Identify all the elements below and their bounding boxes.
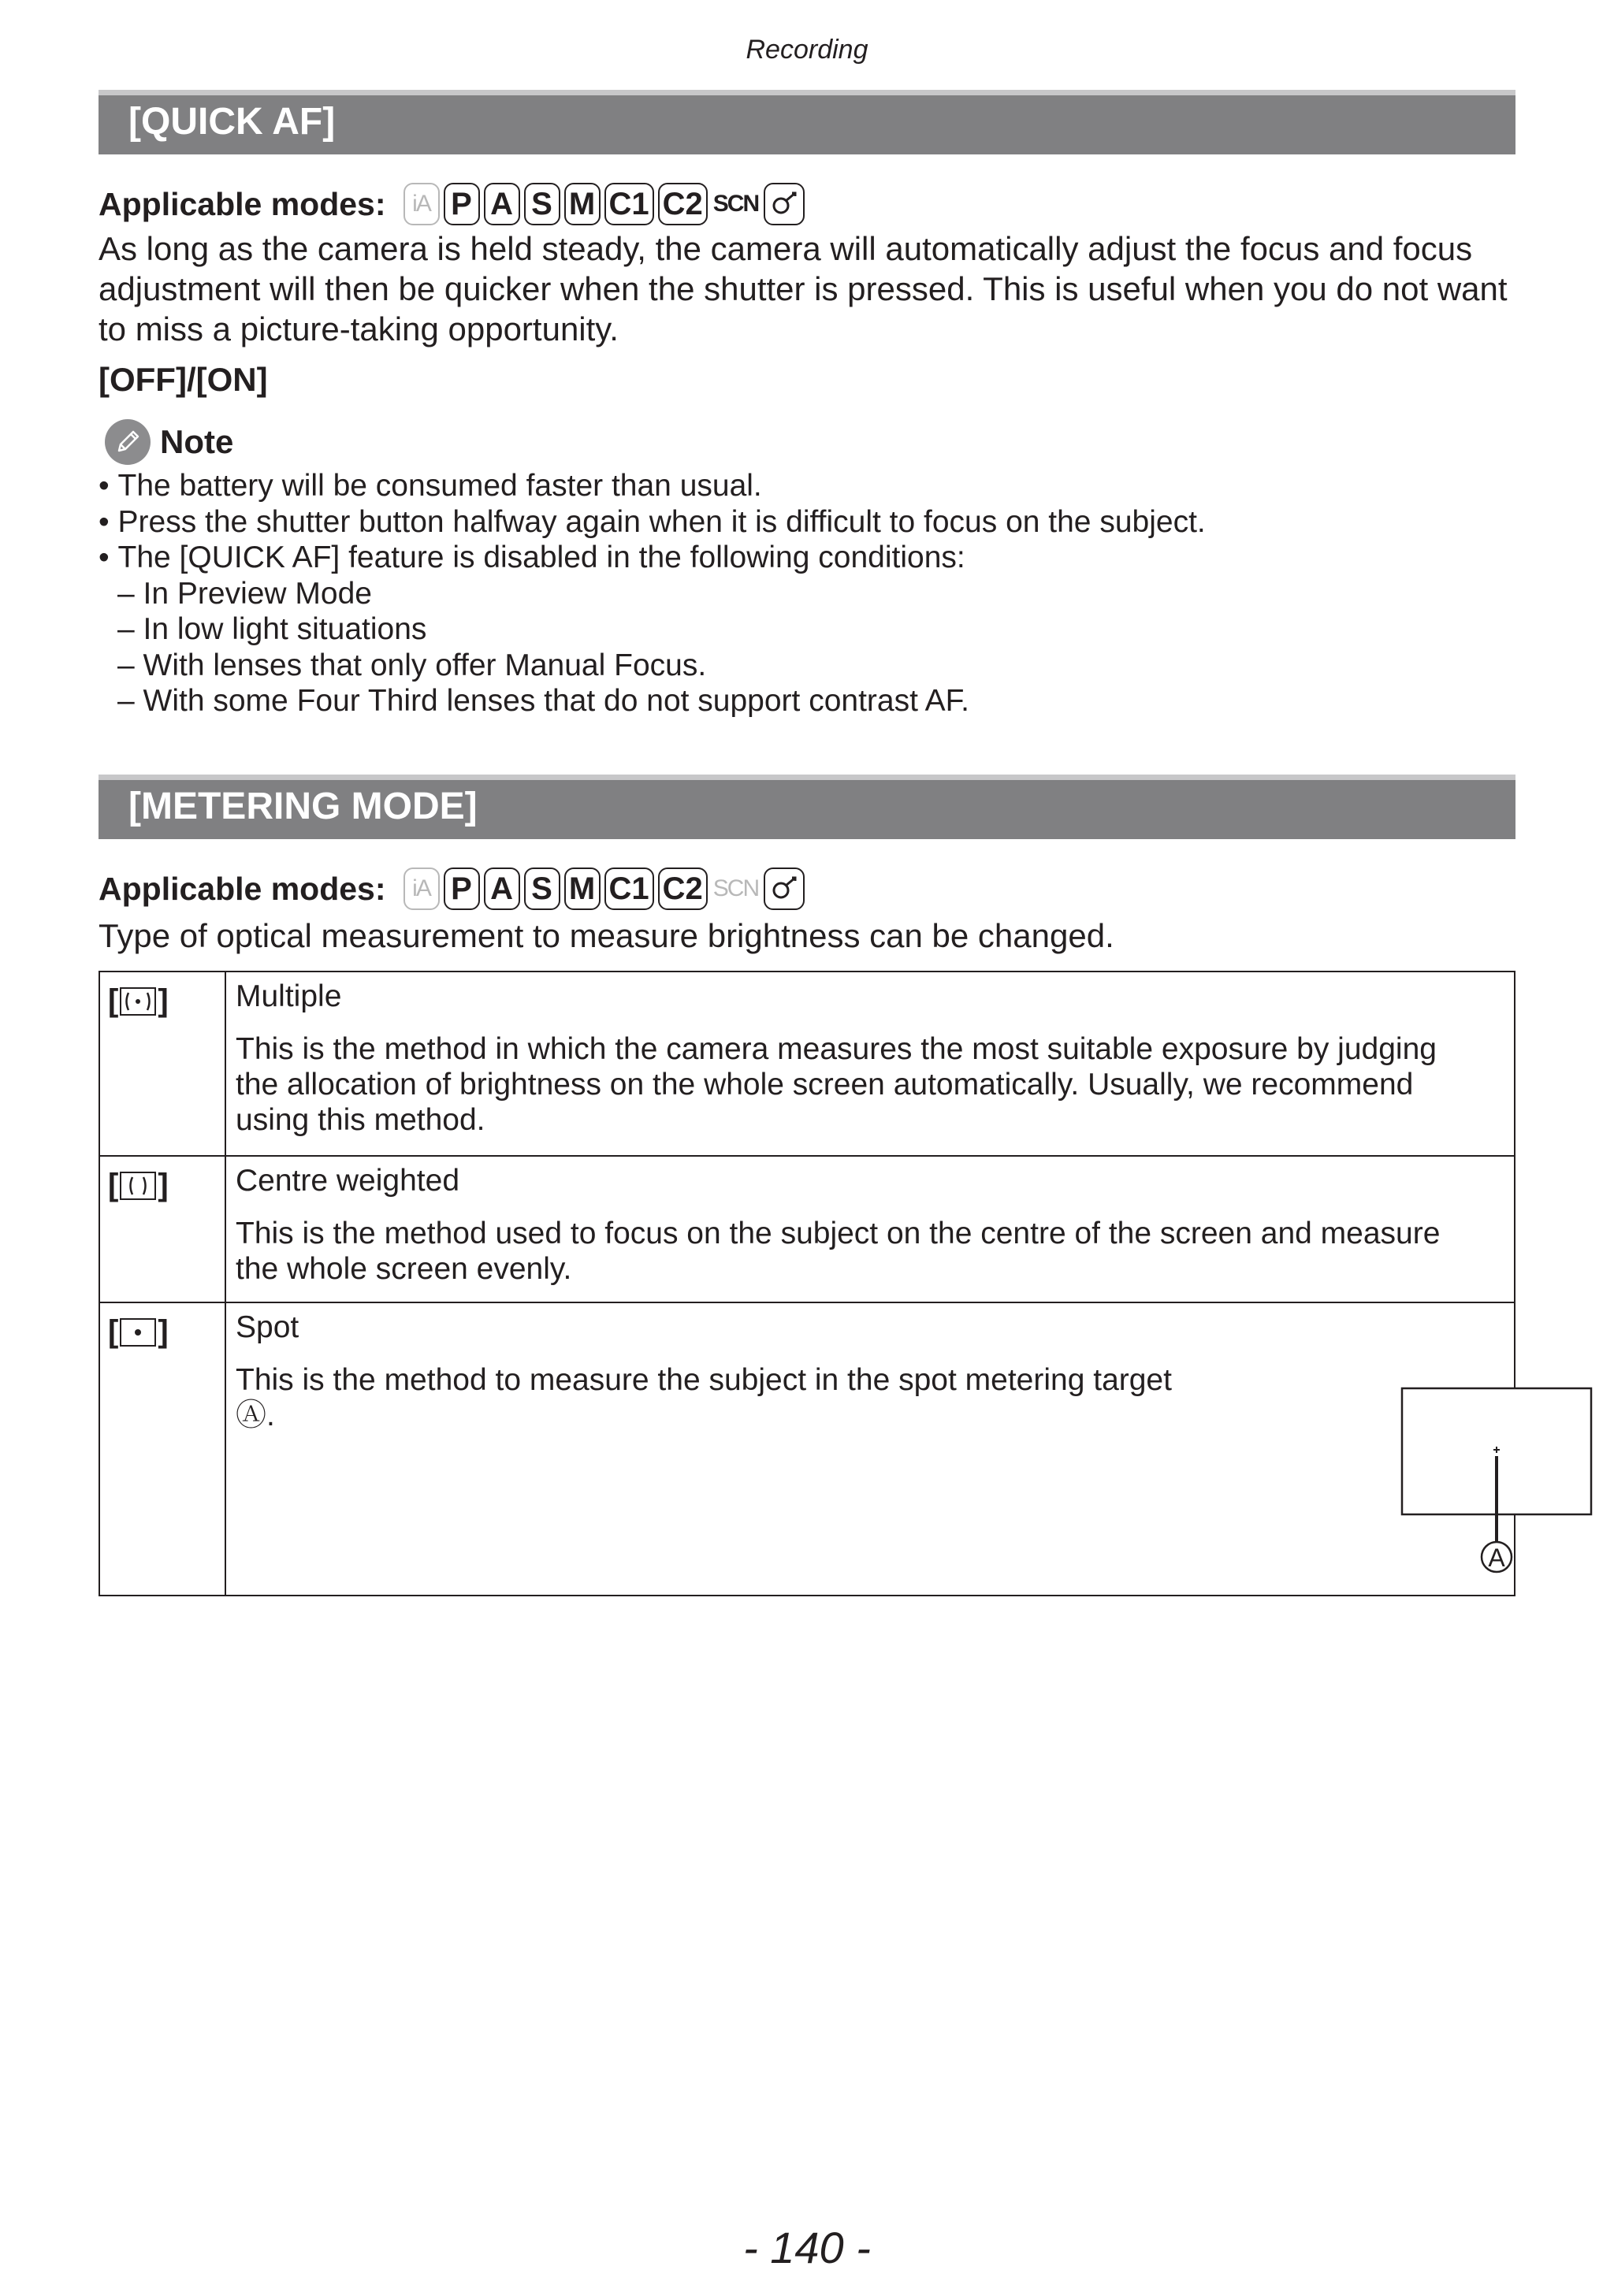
mode-description: This is the method used to focus on the subject on the centre of the screen and measure the whole screen evenly.: [236, 1217, 1441, 1286]
mode-description: This is the method to measure the subject in the spot metering target Ⓐ.: [236, 1363, 1172, 1432]
quick-af-options: [OFF]/[ON]: [99, 361, 268, 398]
mode-icon-c2: [658, 183, 708, 225]
note-header: [105, 419, 233, 465]
mode-icon-c1: [604, 868, 654, 910]
mode-icon-m: [564, 868, 601, 910]
spot-metering-diagram: [1391, 1377, 1596, 1582]
applicable-modes-label: Applicable modes:: [99, 870, 386, 907]
note-sub-item: – In low light situations: [117, 612, 427, 646]
page-number: - 140 -: [743, 2223, 871, 2272]
mode-icon-c2: [658, 868, 708, 910]
mode-icon-m: [564, 183, 601, 225]
metering-description: Type of optical measurement to measure brightness can be changed.: [99, 917, 1114, 954]
mode-icon-scn: [712, 868, 760, 910]
mode-icon-s: [524, 183, 560, 225]
note-sub-item: – In Preview Mode: [117, 576, 372, 611]
mode-icon-a: [484, 183, 520, 225]
note-sub-item: – With lenses that only offer Manual Focus.: [117, 648, 707, 682]
mode-icon-scn: [712, 183, 760, 225]
mode-title: Spot: [236, 1310, 299, 1344]
mode-title: Multiple: [236, 979, 342, 1013]
metering-mode-section-bar: [99, 775, 1515, 839]
note-bullet: • Press the shutter button halfway again when it is difficult to focus on the subject.: [99, 504, 1206, 539]
centre-weighted-metering-icon: [120, 1172, 156, 1200]
table-row: [99, 972, 1515, 1156]
mode-icon-label: SCN: [712, 191, 759, 217]
mode-description: This is the method in which the camera measures the most suitable exposure by judging the allocation of brightness on the whole screen automatically. Usually, we recommend using this method.: [236, 1032, 1437, 1137]
note-sub-item: – With some Four Third lenses that do not support contrast AF.: [117, 684, 969, 718]
mode-icon-label: A: [490, 186, 513, 221]
mode-icon-label: C1: [608, 871, 649, 906]
mode-icon-label: C1: [608, 186, 649, 221]
quick-af-modes-row: [99, 180, 809, 228]
mode-icon-s: [524, 868, 560, 910]
symbol-cell: [ ]: [99, 1302, 225, 1596]
pencil-icon: [105, 419, 151, 465]
quick-af-section-bar: [99, 90, 1515, 154]
spot-metering-icon: [120, 1318, 156, 1347]
mode-icon-label: S: [531, 186, 552, 221]
symbol-cell: [ ]: [99, 1156, 225, 1302]
mode-icon-label: P: [451, 186, 472, 221]
note-bullet: • The [QUICK AF] feature is disabled in the following conditions:: [99, 541, 965, 574]
mode-icons: [404, 183, 809, 225]
mode-icons: [404, 868, 809, 910]
note-list: [99, 468, 1206, 719]
creative-control-icon: [764, 183, 805, 225]
mode-icon-ia: [404, 868, 440, 910]
metering-modes-row: [99, 864, 809, 913]
table-row: [99, 1156, 1515, 1302]
description-cell: [225, 1156, 1515, 1302]
metering-mode-title: [METERING MODE]: [128, 786, 478, 827]
applicable-modes-label: Applicable modes:: [99, 185, 386, 222]
creative-control-icon: [764, 868, 805, 910]
metering-mode-table: [99, 971, 1515, 1596]
mode-icon-label: iA: [412, 191, 430, 217]
mode-icon-label: A: [490, 871, 513, 906]
mode-icon-a: [484, 868, 520, 910]
quick-af-description: As long as the camera is held steady, the camera will automatically adjust the focus and focus adjustment will then be quicker when the shutter is pressed. This is useful when you do not want to miss a picture-taking opportunity.: [99, 230, 1508, 347]
mode-icon-ia: [404, 183, 440, 225]
mode-icon-label: iA: [412, 875, 430, 901]
description-cell: [225, 972, 1515, 1156]
callout-label: A: [1488, 1544, 1505, 1572]
table-row: [99, 1302, 1515, 1596]
mode-icon-label: SCN: [712, 875, 759, 901]
quick-af-title: [QUICK AF]: [128, 101, 336, 143]
mode-icon-label: S: [531, 871, 552, 906]
mode-icon-c1: [604, 183, 654, 225]
description-cell: [225, 1302, 1515, 1596]
mode-icon-label: M: [568, 186, 596, 221]
multiple-metering-icon: [120, 987, 156, 1016]
mode-icon-label: P: [451, 871, 472, 906]
mode-icon-label: M: [568, 871, 596, 906]
symbol-cell: [ ]: [99, 972, 225, 1156]
note-bullet: • The battery will be consumed faster than usual.: [99, 469, 762, 503]
note-label: Note: [160, 423, 234, 460]
mode-icon-label: C2: [662, 871, 703, 906]
mode-icon-p: [444, 183, 480, 225]
mode-title: Centre weighted: [236, 1164, 460, 1198]
mode-icon-p: [444, 868, 480, 910]
mode-icon-label: C2: [662, 186, 703, 221]
running-header: Recording: [746, 35, 868, 65]
